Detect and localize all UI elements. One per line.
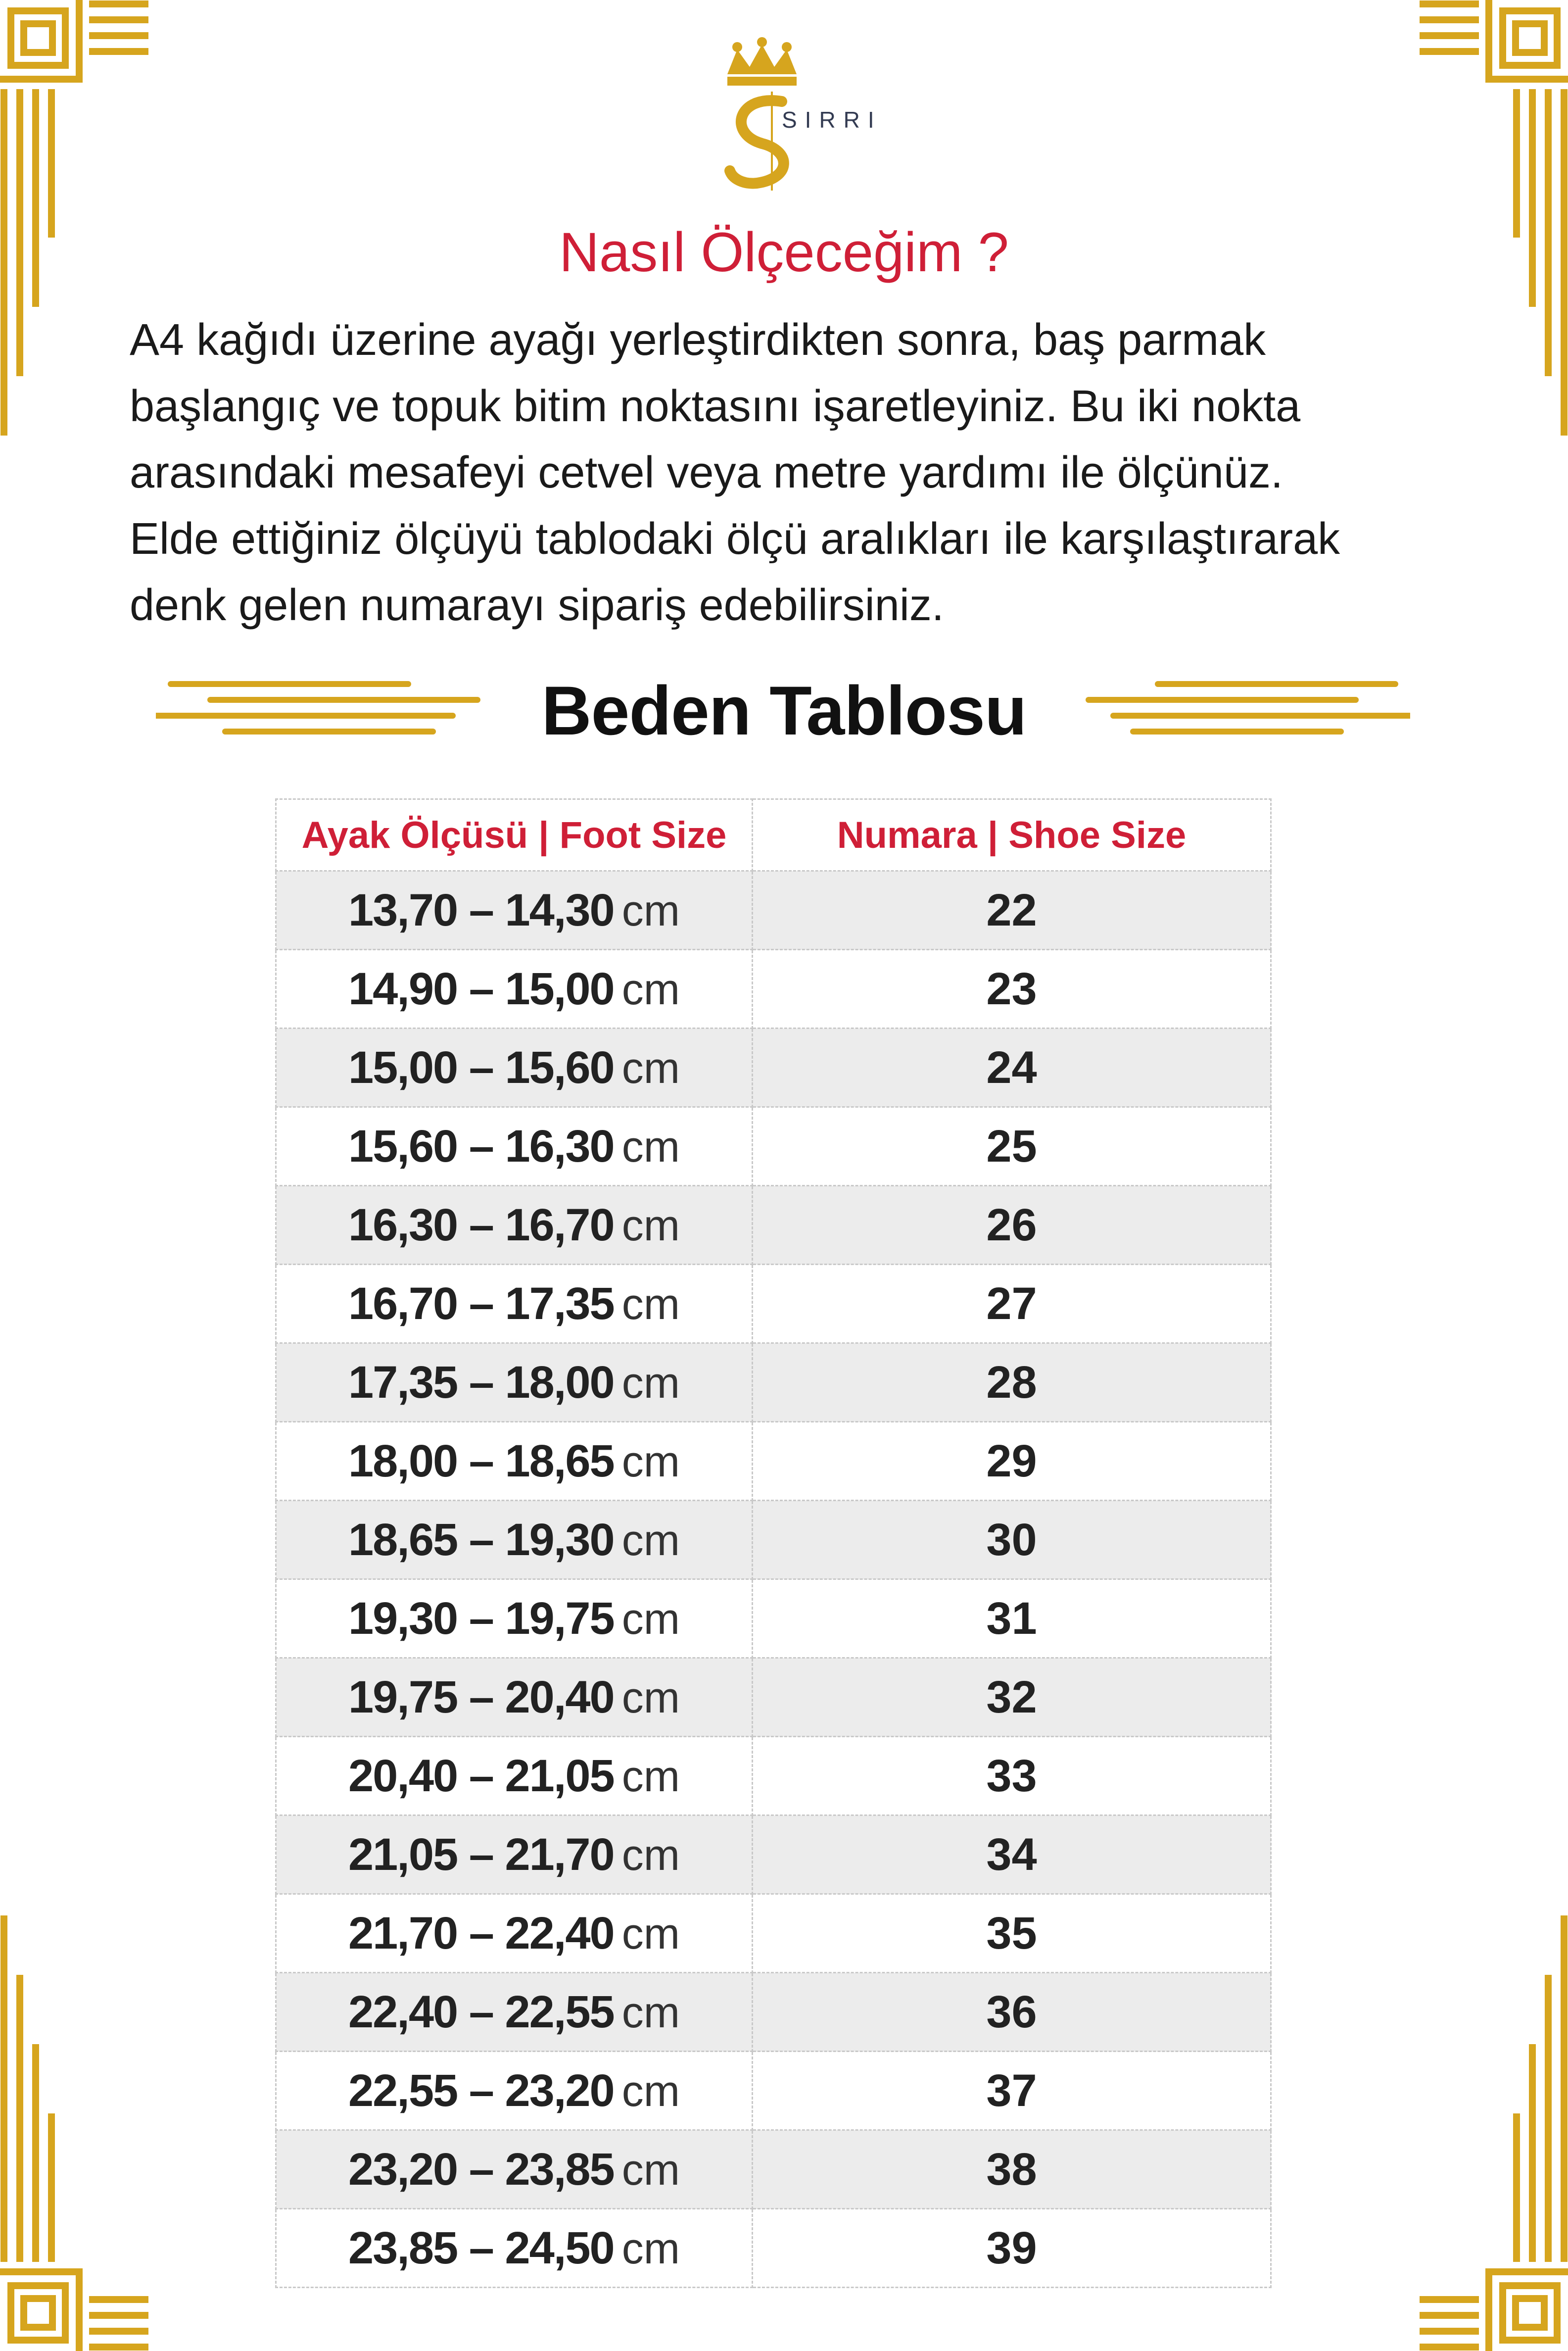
table-row <box>276 1737 1271 1815</box>
unit-label: cm <box>621 1279 680 1328</box>
shoe-size-cell <box>753 1029 1271 1107</box>
table-title: Beden Tablosu <box>541 672 1027 749</box>
foot-size-range: 23,20 – 23,85 <box>348 2144 614 2195</box>
foot-size-range: 18,65 – 19,30 <box>348 1514 614 1565</box>
instruction-line: denk gelen numarayı sipariş edebilirsiniz. <box>130 581 944 630</box>
foot-size-cell <box>276 1029 753 1107</box>
foot-size-cell <box>276 1815 753 1894</box>
foot-size-cell <box>276 1973 753 2052</box>
page-heading: Nasıl Ölçeceğim ? <box>559 221 1009 283</box>
foot-size-range: 20,40 – 21,05 <box>348 1750 614 1801</box>
shoe-size-value: 23 <box>986 963 1037 1014</box>
size-table <box>275 798 1272 2288</box>
shoe-size-cell <box>753 1343 1271 1422</box>
shoe-size-value: 27 <box>986 1278 1037 1329</box>
foot-size-range: 13,70 – 14,30 <box>348 884 614 935</box>
table-row <box>276 2052 1271 2130</box>
shoe-size-value: 39 <box>986 2222 1037 2273</box>
shoe-size-value: 22 <box>986 884 1037 935</box>
foot-size-range: 23,85 – 24,50 <box>348 2222 614 2273</box>
unit-label: cm <box>621 1043 680 1092</box>
foot-size-range: 19,75 – 20,40 <box>348 1671 614 1722</box>
unit-label: cm <box>621 885 680 935</box>
corner-frame-icon <box>1420 1906 1568 2351</box>
foot-size-cell <box>276 2209 753 2288</box>
shoe-size-value: 26 <box>986 1199 1037 1250</box>
shoe-size-cell <box>753 2130 1271 2209</box>
table-row <box>276 1186 1271 1265</box>
foot-size-range: 22,55 – 23,20 <box>348 2065 614 2116</box>
shoe-size-value: 34 <box>986 1829 1037 1880</box>
foot-size-header: Ayak Ölçüsü | Foot Size <box>276 799 753 871</box>
foot-size-cell <box>276 1894 753 1973</box>
table-row <box>276 1029 1271 1107</box>
table-row <box>276 1422 1271 1501</box>
table-row <box>276 1894 1271 1973</box>
unit-label: cm <box>621 1122 680 1171</box>
foot-size-range: 18,00 – 18,65 <box>348 1435 614 1486</box>
shoe-size-value: 30 <box>986 1514 1037 1565</box>
foot-size-cell <box>276 2052 753 2130</box>
shoe-size-value: 28 <box>986 1357 1037 1408</box>
foot-size-cell <box>276 871 753 950</box>
shoe-size-value: 33 <box>986 1750 1037 1801</box>
foot-size-cell <box>276 1501 753 1579</box>
shoe-size-cell <box>753 1107 1271 1186</box>
table-row <box>276 1973 1271 2052</box>
shoe-size-cell <box>753 1737 1271 1815</box>
shoe-size-value: 29 <box>986 1435 1037 1486</box>
instruction-line: başlangıç ve topuk bitim noktasını işaretleyiniz. Bu iki nokta <box>130 382 1301 431</box>
shoe-size-cell <box>753 871 1271 950</box>
instruction-line: arasındaki mesafeyi cetvel veya metre yardımı ile ölçünüz. <box>130 448 1283 497</box>
unit-label: cm <box>621 1672 680 1722</box>
shoe-size-value: 35 <box>986 1908 1037 1959</box>
shoe-size-value: 36 <box>986 1986 1037 2037</box>
table-row <box>276 1501 1271 1579</box>
unit-label: cm <box>621 1751 680 1801</box>
shoe-size-value: 38 <box>986 2144 1037 2195</box>
table-row <box>276 1815 1271 1894</box>
foot-size-range: 16,30 – 16,70 <box>348 1199 614 1250</box>
shoe-size-cell <box>753 1265 1271 1343</box>
shoe-size-cell <box>753 950 1271 1029</box>
foot-size-range: 21,05 – 21,70 <box>348 1829 614 1880</box>
instructions-paragraph <box>130 307 1466 638</box>
shoe-size-cell <box>753 1658 1271 1737</box>
shoe-size-value: 24 <box>986 1042 1037 1093</box>
shoe-size-cell <box>753 1973 1271 2052</box>
unit-label: cm <box>621 1830 680 1879</box>
foot-size-cell <box>276 1737 753 1815</box>
unit-label: cm <box>621 1515 680 1565</box>
shoe-size-cell <box>753 1422 1271 1501</box>
unit-label: cm <box>621 1594 680 1643</box>
foot-size-range: 14,90 – 15,00 <box>348 963 614 1014</box>
foot-size-range: 21,70 – 22,40 <box>348 1908 614 1959</box>
shoe-size-value: 32 <box>986 1671 1037 1722</box>
table-row <box>276 1265 1271 1343</box>
unit-label: cm <box>621 1909 680 1958</box>
unit-label: cm <box>621 964 680 1014</box>
unit-label: cm <box>621 2223 680 2273</box>
unit-label: cm <box>621 1358 680 1407</box>
foot-size-cell <box>276 1107 753 1186</box>
unit-label: cm <box>621 2145 680 2194</box>
foot-size-range: 16,70 – 17,35 <box>348 1278 614 1329</box>
table-row <box>276 1579 1271 1658</box>
shoe-size-cell <box>753 2209 1271 2288</box>
shoe-size-cell <box>753 1815 1271 1894</box>
foot-size-cell <box>276 950 753 1029</box>
foot-size-cell <box>276 2130 753 2209</box>
shoe-size-value: 37 <box>986 2065 1037 2116</box>
foot-size-range: 15,60 – 16,30 <box>348 1121 614 1172</box>
shoe-size-value: 25 <box>986 1121 1037 1172</box>
foot-size-cell <box>276 1658 753 1737</box>
table-row <box>276 950 1271 1029</box>
shoe-size-cell <box>753 1894 1271 1973</box>
foot-size-range: 15,00 – 15,60 <box>348 1042 614 1093</box>
shoe-size-header: Numara | Shoe Size <box>753 799 1271 871</box>
shoe-size-cell <box>753 1501 1271 1579</box>
table-row <box>276 1343 1271 1422</box>
instruction-line: A4 kağıdı üzerine ayağı yerleştirdikten sonra, baş parmak <box>130 315 1266 365</box>
table-row <box>276 1107 1271 1186</box>
foot-size-range: 17,35 – 18,00 <box>348 1357 614 1408</box>
table-row <box>276 871 1271 950</box>
foot-size-cell <box>276 1265 753 1343</box>
unit-label: cm <box>621 1200 680 1250</box>
corner-frame-icon <box>0 1906 148 2351</box>
foot-size-range: 22,40 – 22,55 <box>348 1986 614 2037</box>
table-row <box>276 1658 1271 1737</box>
brand-name: SIRRI <box>782 107 882 133</box>
shoe-size-cell <box>753 1186 1271 1265</box>
foot-size-range: 19,30 – 19,75 <box>348 1593 614 1644</box>
unit-label: cm <box>621 1987 680 2037</box>
foot-size-cell <box>276 1186 753 1265</box>
shoe-size-value: 31 <box>986 1593 1037 1644</box>
table-row <box>276 2130 1271 2209</box>
foot-size-cell <box>276 1422 753 1501</box>
table-header-row <box>276 799 1271 871</box>
unit-label: cm <box>621 1436 680 1486</box>
foot-size-cell <box>276 1579 753 1658</box>
shoe-size-cell <box>753 2052 1271 2130</box>
table-row <box>276 2209 1271 2288</box>
shoe-size-cell <box>753 1579 1271 1658</box>
unit-label: cm <box>621 2066 680 2115</box>
instruction-line: Elde ettiğiniz ölçüyü tablodaki ölçü aralıkları ile karşılaştırarak <box>130 514 1340 564</box>
foot-size-cell <box>276 1343 753 1422</box>
